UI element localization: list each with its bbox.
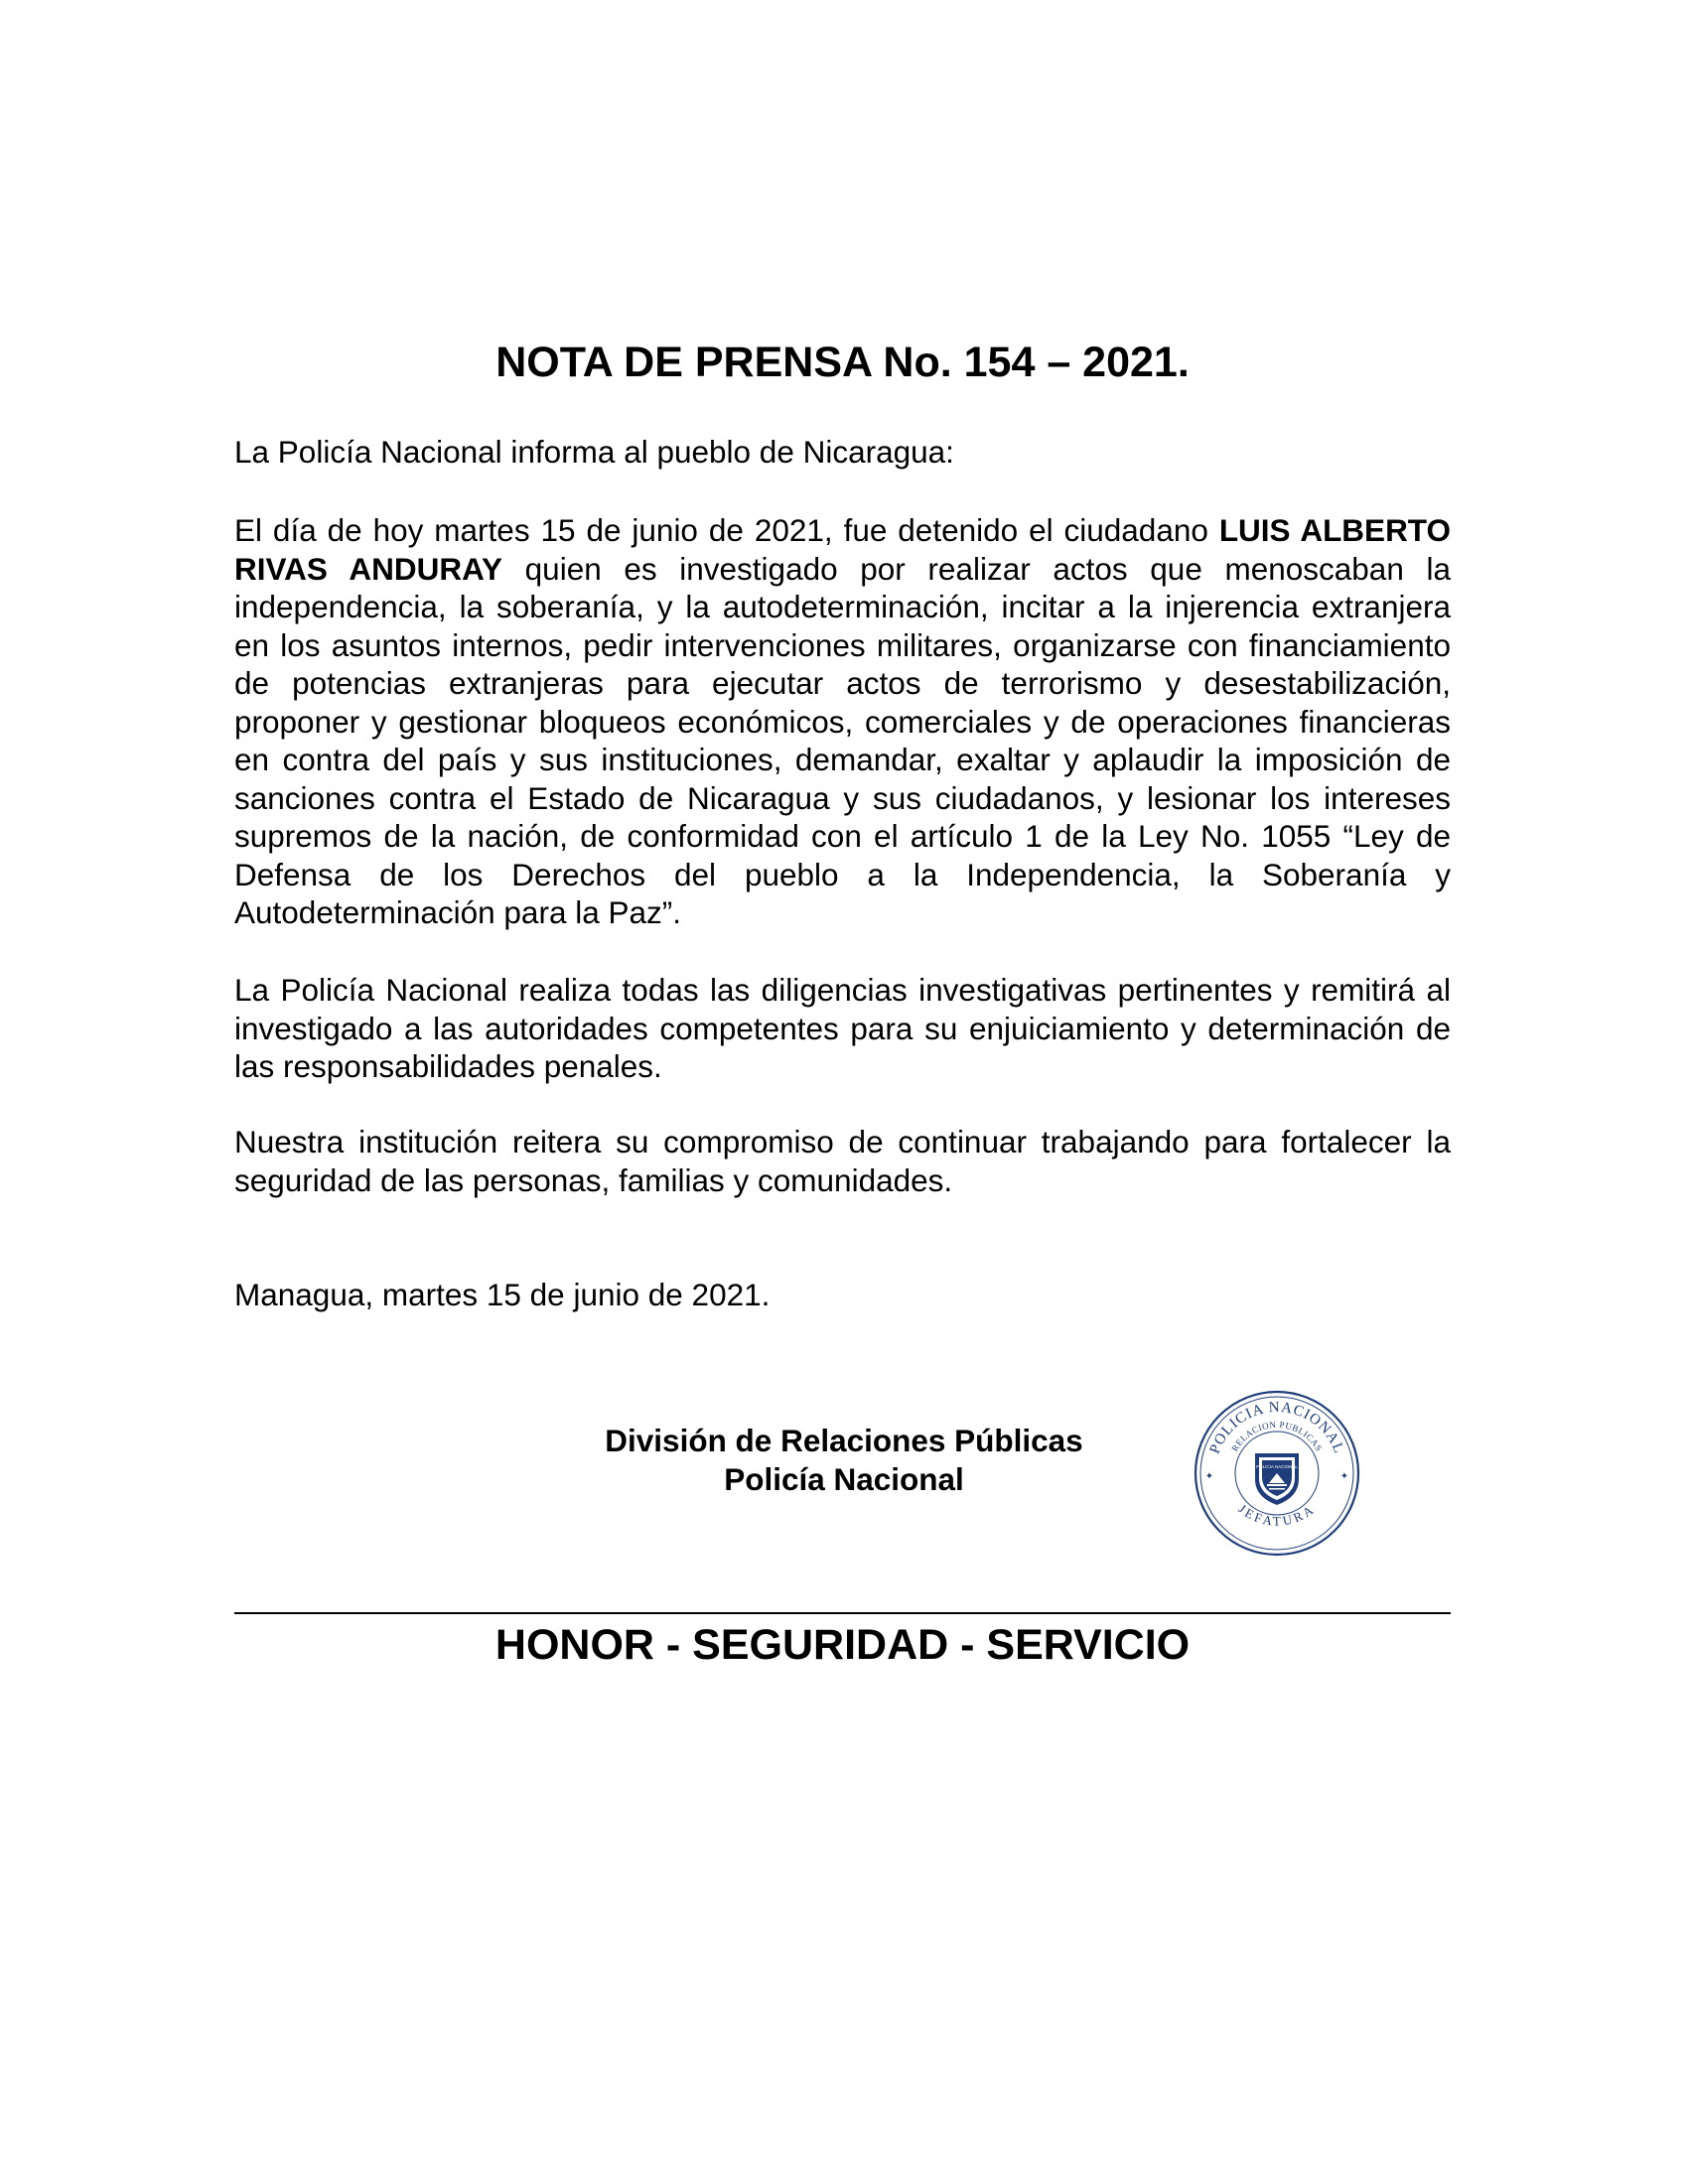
svg-text:POLICIA NACIONAL: POLICIA NACIONAL [1256,1464,1298,1469]
paragraph-investigation: La Policía Nacional realiza todas las diligencias investigativas pertinentes y remitirá al investigado a las autoridades competentes para su enjuiciamiento y determinación de las responsabilidades penales. [234,972,1451,1084]
police-seal-stamp [1192,1388,1362,1559]
paragraph-detention [234,511,1451,932]
signature-division: División de Relaciones Públicas [605,1423,1083,1458]
signature-block [536,1422,1152,1498]
dateline: Managua, martes 15 de junio de 2021. [234,1277,771,1312]
svg-text:POLICIA NACIONAL: POLICIA NACIONAL [1206,1399,1347,1456]
paragraph-detention-rest: quien es investigado por realizar actos que menoscaban la independencia, la soberanía, y la autodeterminación, incitar a la injerencia extranjera en los asuntos internos, pedir intervenciones militares, organizarse con financiamiento de potencias extranjeras para ejecutar actos de terrorismo y desestabilización, proponer y gestionar bloqueos económicos, comerciales y de operaciones financieras en contra del país y sus instituciones, demandar, exaltar y aplaudir la imposición de sanciones contra el Estado de Nicaragua y sus ciudadanos, y lesionar los intereses supremos de la nación, de conformidad con el artículo 1 de la Ley No. 1055 “Ley de Defensa de los Derechos del pueblo a la Independencia, la Soberanía y Autodeterminación para la Paz”. [234,550,1452,930]
footer-motto: HONOR - SEGURIDAD - SERVICIO [494,1621,1191,1669]
svg-text:✦: ✦ [1204,1471,1214,1482]
signature-institution: Policía Nacional [724,1460,964,1497]
svg-text:RELACION PUBLICAS: RELACION PUBLICAS [1229,1419,1325,1453]
paragraph-detention-lead: El día de hoy martes 15 de junio de 2021, fue detenido el ciudadano [234,512,1219,548]
detainee-name: LUIS ALBERTO RIVAS ANDURAY [234,512,1451,587]
police-badge-icon [1255,1453,1299,1505]
intro-text: La Policía Nacional informa al pueblo de Nicaragua: [234,434,954,470]
page-title: NOTA DE PRENSA No. 154 – 2021. [495,339,1190,386]
svg-text:✦: ✦ [1339,1471,1349,1482]
paragraph-commitment: Nuestra institución reitera su compromiso de continuar trabajando para fortalecer la seguridad de las personas, familias y comunidades. [234,1124,1451,1198]
footer-divider [234,1612,1451,1614]
svg-text:JEFATURA: JEFATURA [1235,1500,1319,1529]
